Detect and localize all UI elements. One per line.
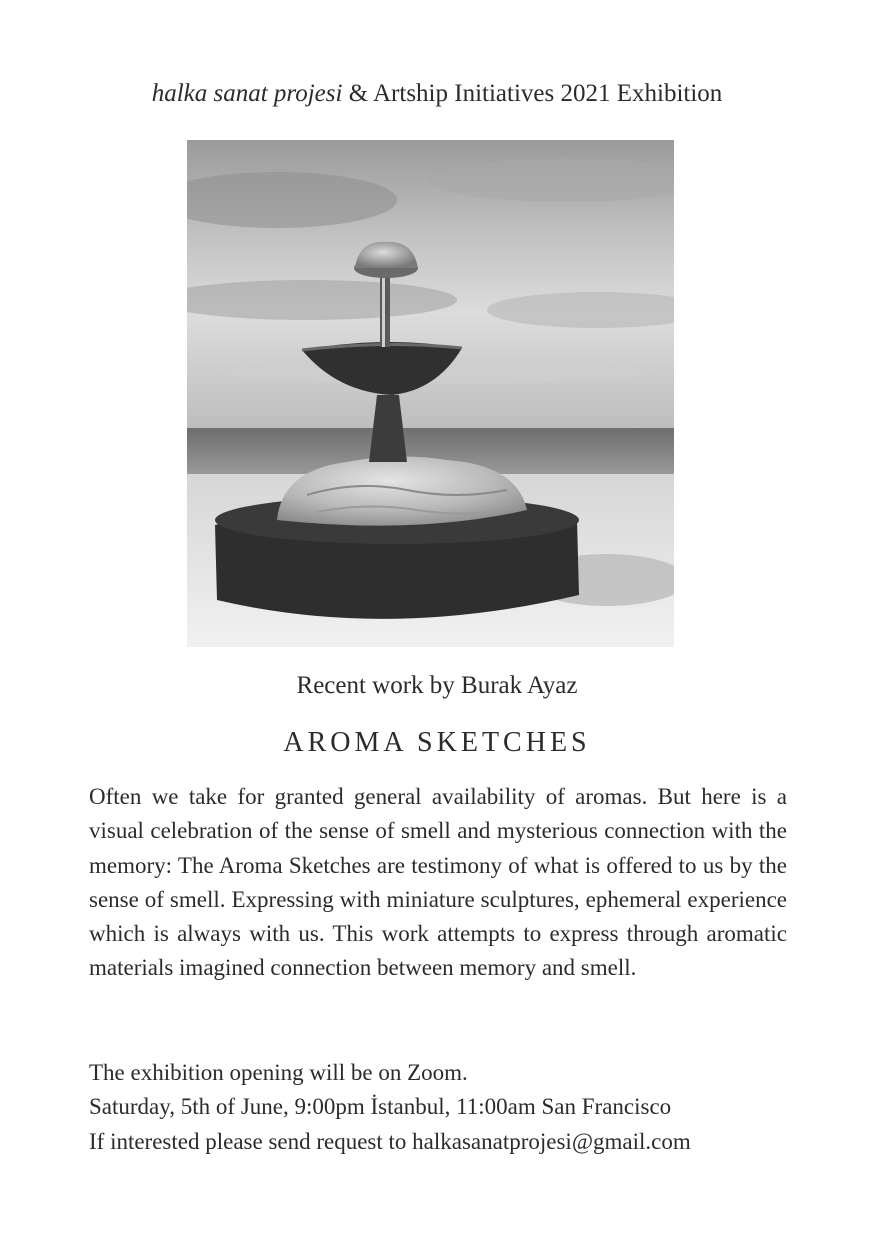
exhibition-title-line: & Artship Initiatives 2021 Exhibition xyxy=(342,80,723,107)
exhibition-header xyxy=(0,76,874,112)
event-date-time: Saturday, 5th of June, 9:00pm İstanbul, 11:00am San Francisco xyxy=(89,1094,672,1120)
event-info xyxy=(89,1056,809,1159)
artist-byline: Recent work by Burak Ayaz xyxy=(296,672,578,699)
artwork-photo xyxy=(187,140,674,647)
work-description: Often we take for granted general availability of aromas. But here is a visual celebration of the sense of smell and mysterious connection with the memory: The Aroma Sketches are testimony of what is offered to us by the sense of smell. Expressing with miniature sculptures, ephemeral experience which is always with us. This work attempts to express through aromatic materials imagined connection between memory and smell. xyxy=(89,784,787,981)
organizer-name: halka sanat projesi xyxy=(151,80,343,107)
work-title: AROMA SKETCHES xyxy=(283,727,591,758)
contact-line: If interested please send request to halkasanatprojesi@gmail.com xyxy=(89,1128,691,1154)
zoom-notice: The exhibition opening will be on Zoom. xyxy=(89,1060,468,1085)
